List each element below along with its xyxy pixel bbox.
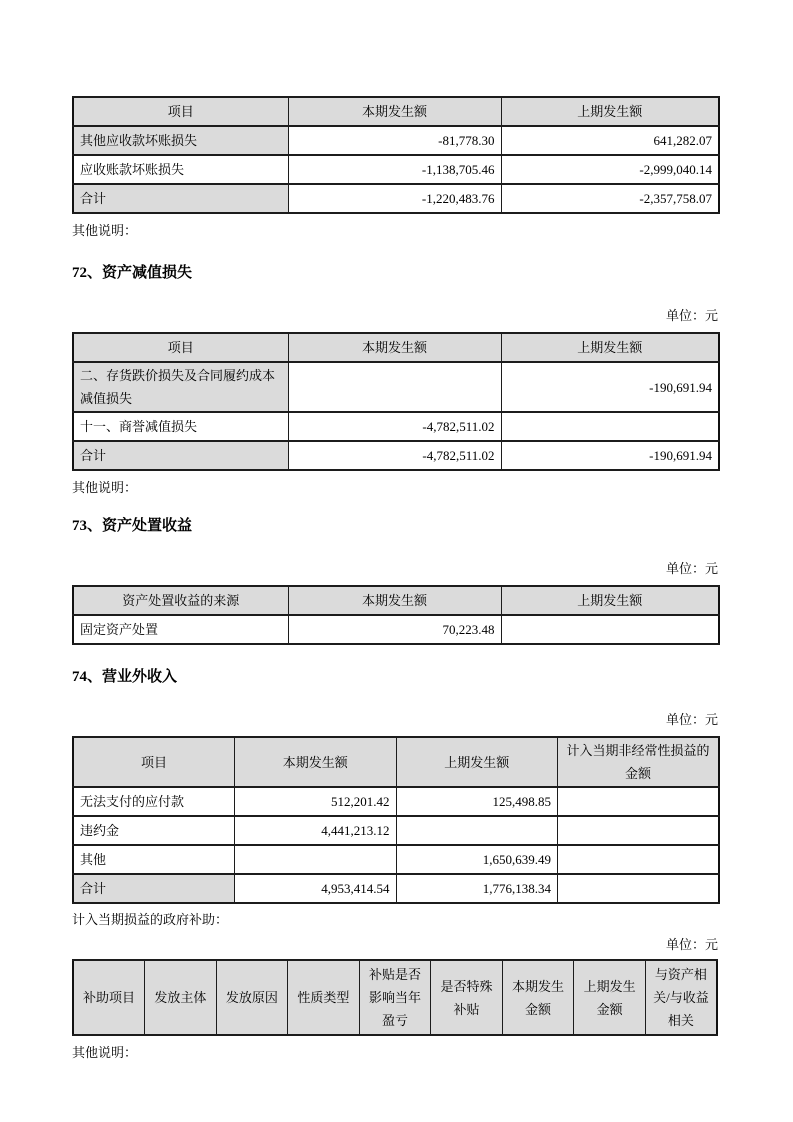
prior-period-value <box>501 615 719 644</box>
column-header-source: 资产处置收益的来源 <box>73 586 288 615</box>
total-label: 合计 <box>73 184 288 213</box>
section-73-title: 73、资产处置收益 <box>72 518 193 534</box>
table-header-row <box>73 960 717 1035</box>
row-label: 无法支付的应付款 <box>73 787 235 816</box>
government-subsidy-table <box>72 959 718 1036</box>
section-72-title: 72、资产减值损失 <box>72 265 193 281</box>
prior-period-value: 125,498.85 <box>396 787 558 816</box>
table-header-row <box>73 586 719 615</box>
table-row <box>73 362 719 412</box>
prior-period-value <box>396 816 558 845</box>
row-label: 其他 <box>73 845 235 874</box>
other-notes-label: 其他说明： <box>72 480 138 495</box>
table-header-row <box>73 737 719 787</box>
column-header-prior-period: 上期发生额 <box>501 586 719 615</box>
current-period-value <box>288 362 501 412</box>
column-header-asset-income-related: 与资产相关/与收益相关 <box>645 960 717 1035</box>
prior-period-total: -2,357,758.07 <box>501 184 719 213</box>
column-header-prior-period: 上期发生额 <box>396 737 558 787</box>
nonrecurring-total <box>558 874 720 903</box>
report-page <box>72 96 718 1061</box>
column-header-item: 项目 <box>73 737 235 787</box>
asset-disposal-income-table <box>72 585 720 645</box>
column-header-current-period: 本期发生额 <box>235 737 397 787</box>
column-header-nature-type: 性质类型 <box>288 960 360 1035</box>
table-total-row <box>73 184 719 213</box>
row-label: 应收账款坏账损失 <box>73 155 288 184</box>
credit-impairment-table <box>72 96 720 214</box>
table-total-row <box>73 441 719 470</box>
section-74-title: 74、营业外收入 <box>72 669 178 685</box>
row-label: 二、存货跌价损失及合同履约成本减值损失 <box>73 362 288 412</box>
row-label: 固定资产处置 <box>73 615 288 644</box>
unit-label: 单位：元 <box>665 308 718 323</box>
current-period-value <box>235 845 397 874</box>
table-header-row <box>73 97 719 126</box>
column-header-grant-reason: 发放原因 <box>216 960 288 1035</box>
other-notes-label: 其他说明： <box>72 1045 138 1060</box>
table-row <box>73 155 719 184</box>
column-header-prior-amount: 上期发生金额 <box>574 960 646 1035</box>
current-period-value: 4,441,213.12 <box>235 816 397 845</box>
table-row <box>73 816 719 845</box>
unit-label: 单位：元 <box>665 937 718 952</box>
row-label: 违约金 <box>73 816 235 845</box>
nonrecurring-value <box>558 845 720 874</box>
column-header-current-period: 本期发生额 <box>288 333 501 362</box>
prior-period-value <box>501 412 719 441</box>
unit-label: 单位：元 <box>665 561 718 576</box>
total-label: 合计 <box>73 874 235 903</box>
column-header-nonrecurring-amount: 计入当期非经常性损益的金额 <box>558 737 720 787</box>
table-row <box>73 845 719 874</box>
total-label: 合计 <box>73 441 288 470</box>
prior-period-value: 1,650,639.49 <box>396 845 558 874</box>
prior-period-total: 1,776,138.34 <box>396 874 558 903</box>
table-total-row <box>73 874 719 903</box>
column-header-current-period: 本期发生额 <box>288 97 501 126</box>
row-label: 十一、商誉减值损失 <box>73 412 288 441</box>
gov-subsidy-note: 计入当期损益的政府补助： <box>72 912 229 927</box>
prior-period-total: -190,691.94 <box>501 441 719 470</box>
column-header-item: 项目 <box>73 333 288 362</box>
non-operating-income-table <box>72 736 720 904</box>
current-period-total: -4,782,511.02 <box>288 441 501 470</box>
current-period-total: 4,953,414.54 <box>235 874 397 903</box>
unit-label: 单位：元 <box>665 712 718 727</box>
current-period-value: -4,782,511.02 <box>288 412 501 441</box>
prior-period-value: -2,999,040.14 <box>501 155 719 184</box>
column-header-current-period: 本期发生额 <box>288 586 501 615</box>
column-header-current-amount: 本期发生金额 <box>502 960 574 1035</box>
table-row <box>73 615 719 644</box>
other-notes-label: 其他说明： <box>72 223 138 238</box>
column-header-special-subsidy: 是否特殊补贴 <box>431 960 503 1035</box>
prior-period-value: 641,282.07 <box>501 126 719 155</box>
nonrecurring-value <box>558 816 720 845</box>
column-header-subsidy-item: 补助项目 <box>73 960 145 1035</box>
row-label: 其他应收款坏账损失 <box>73 126 288 155</box>
current-period-value: 512,201.42 <box>235 787 397 816</box>
current-period-value: -81,778.30 <box>288 126 501 155</box>
column-header-grantor: 发放主体 <box>145 960 217 1035</box>
table-header-row <box>73 333 719 362</box>
column-header-affects-profit: 补贴是否影响当年盈亏 <box>359 960 431 1035</box>
table-row <box>73 412 719 441</box>
column-header-prior-period: 上期发生额 <box>501 333 719 362</box>
asset-impairment-table <box>72 332 720 471</box>
column-header-item: 项目 <box>73 97 288 126</box>
prior-period-value: -190,691.94 <box>501 362 719 412</box>
table-row <box>73 787 719 816</box>
current-period-total: -1,220,483.76 <box>288 184 501 213</box>
table-row <box>73 126 719 155</box>
current-period-value: -1,138,705.46 <box>288 155 501 184</box>
nonrecurring-value <box>558 787 720 816</box>
current-period-value: 70,223.48 <box>288 615 501 644</box>
column-header-prior-period: 上期发生额 <box>501 97 719 126</box>
